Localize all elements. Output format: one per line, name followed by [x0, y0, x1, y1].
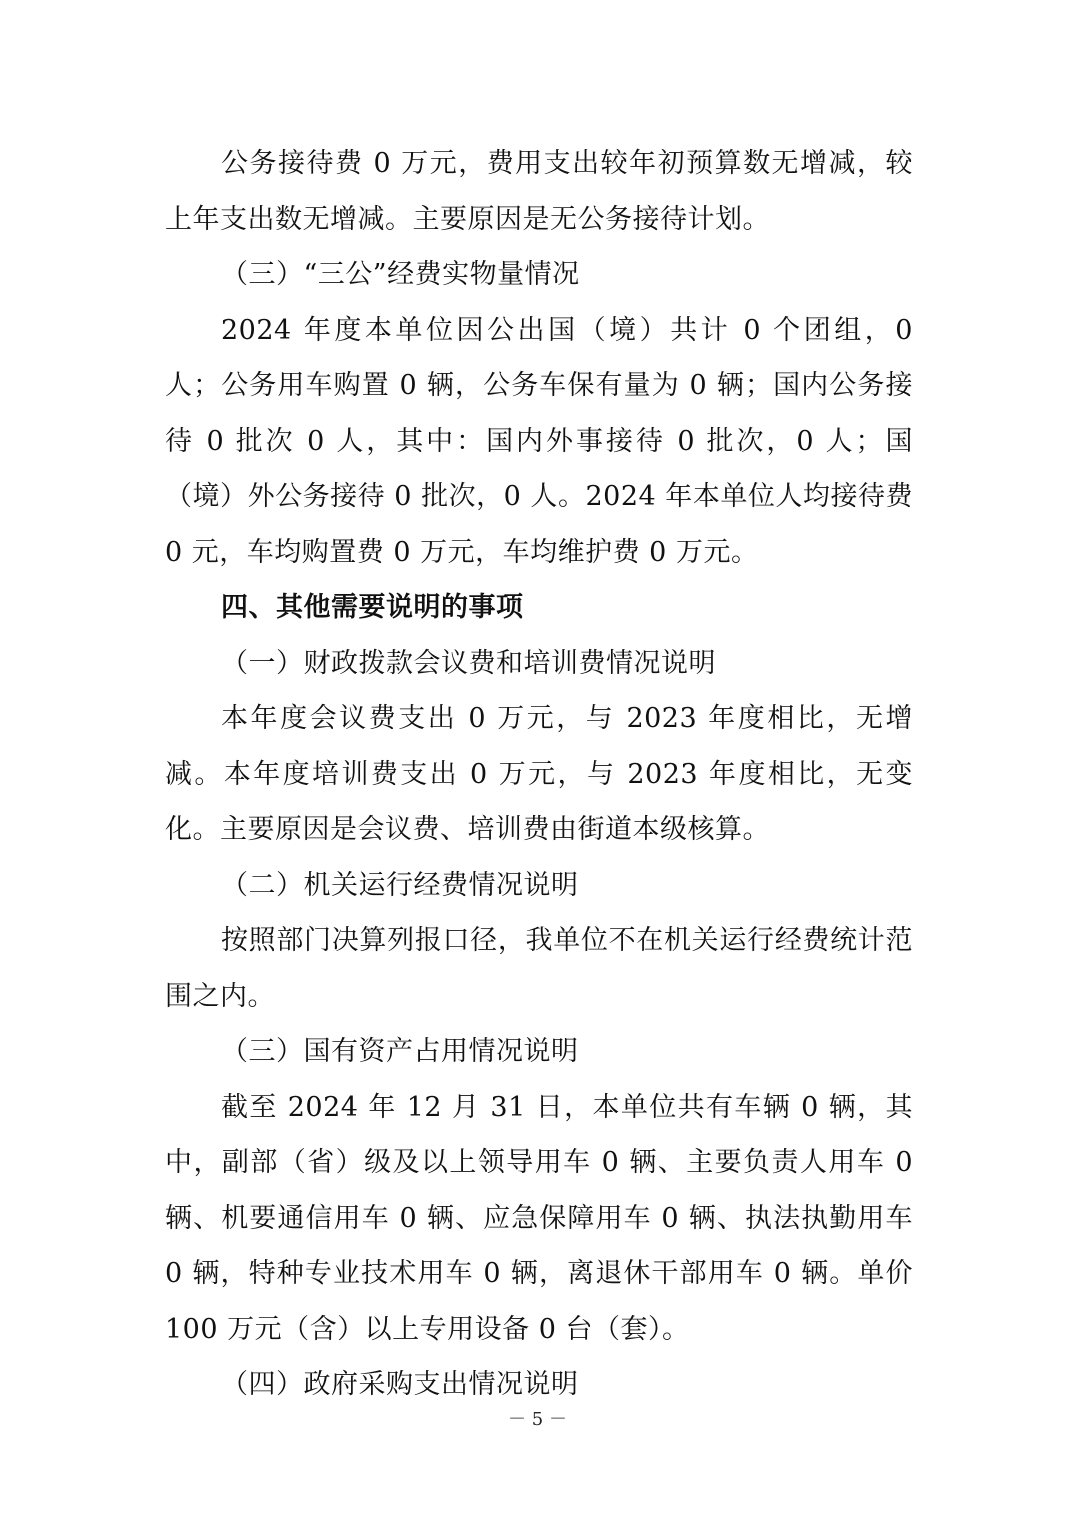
page-body — [165, 136, 913, 1413]
heading-meeting-training: （一）财政拨款会议费和培训费情况说明 — [221, 647, 716, 679]
paragraph-meeting-training: 本年度会议费支出 0 万元，与 2023 年度相比，无增减。本年度培训费支出 0 万元，与 2023 年度相比，无变化。主要原因是会议费、培训费由街道本级核算。 — [165, 703, 913, 845]
heading-three-public-items: （三）“三公”经费实物量情况 — [221, 259, 580, 290]
page-number: － 5 － — [508, 1409, 567, 1430]
paragraph-operating-expenses: 按照部门决算列报口径，我单位不在机关运行经费统计范围之内。 — [165, 925, 913, 1012]
heading-section-four: 四、其他需要说明的事项 — [221, 592, 524, 623]
paragraph-state-assets: 截至 2024 年 12 月 31 日，本单位共有车辆 0 辆，其中，副部（省）级及以上领导用车 0 辆、主要负责人用车 0 辆、机要通信用车 0 辆、应急保障用车 0 辆、执法执勤用车 0 辆，特种专业技术用车 0 辆，离退休干部用车 0 辆。单价 100 万元（含）以上专用设备 0 台（套）。 — [165, 1091, 913, 1345]
heading-government-procurement: （四）政府采购支出情况说明 — [221, 1369, 579, 1400]
heading-state-assets: （三）国有资产占用情况说明 — [221, 1036, 579, 1067]
heading-operating-expenses: （二）机关运行经费情况说明 — [221, 869, 579, 901]
paragraph-three-public-items: 2024 年度本单位因公出国（境）共计 0 个团组，0 人；公务用车购置 0 辆，公务车保有量为 0 辆；国内公务接待 0 批次 0 人，其中：国内外事接待 0 批次，0 人；国（境）外公务接待 0 批次，0 人。2024 年本单位人均接待费 0 元，车均购置费 0 万元，车均维护费 0 万元。 — [165, 314, 913, 568]
paragraph-reception-fee: 公务接待费 0 万元，费用支出较年初预算数无增减，较上年支出数无增减。主要原因是无公务接待计划。 — [165, 148, 913, 235]
